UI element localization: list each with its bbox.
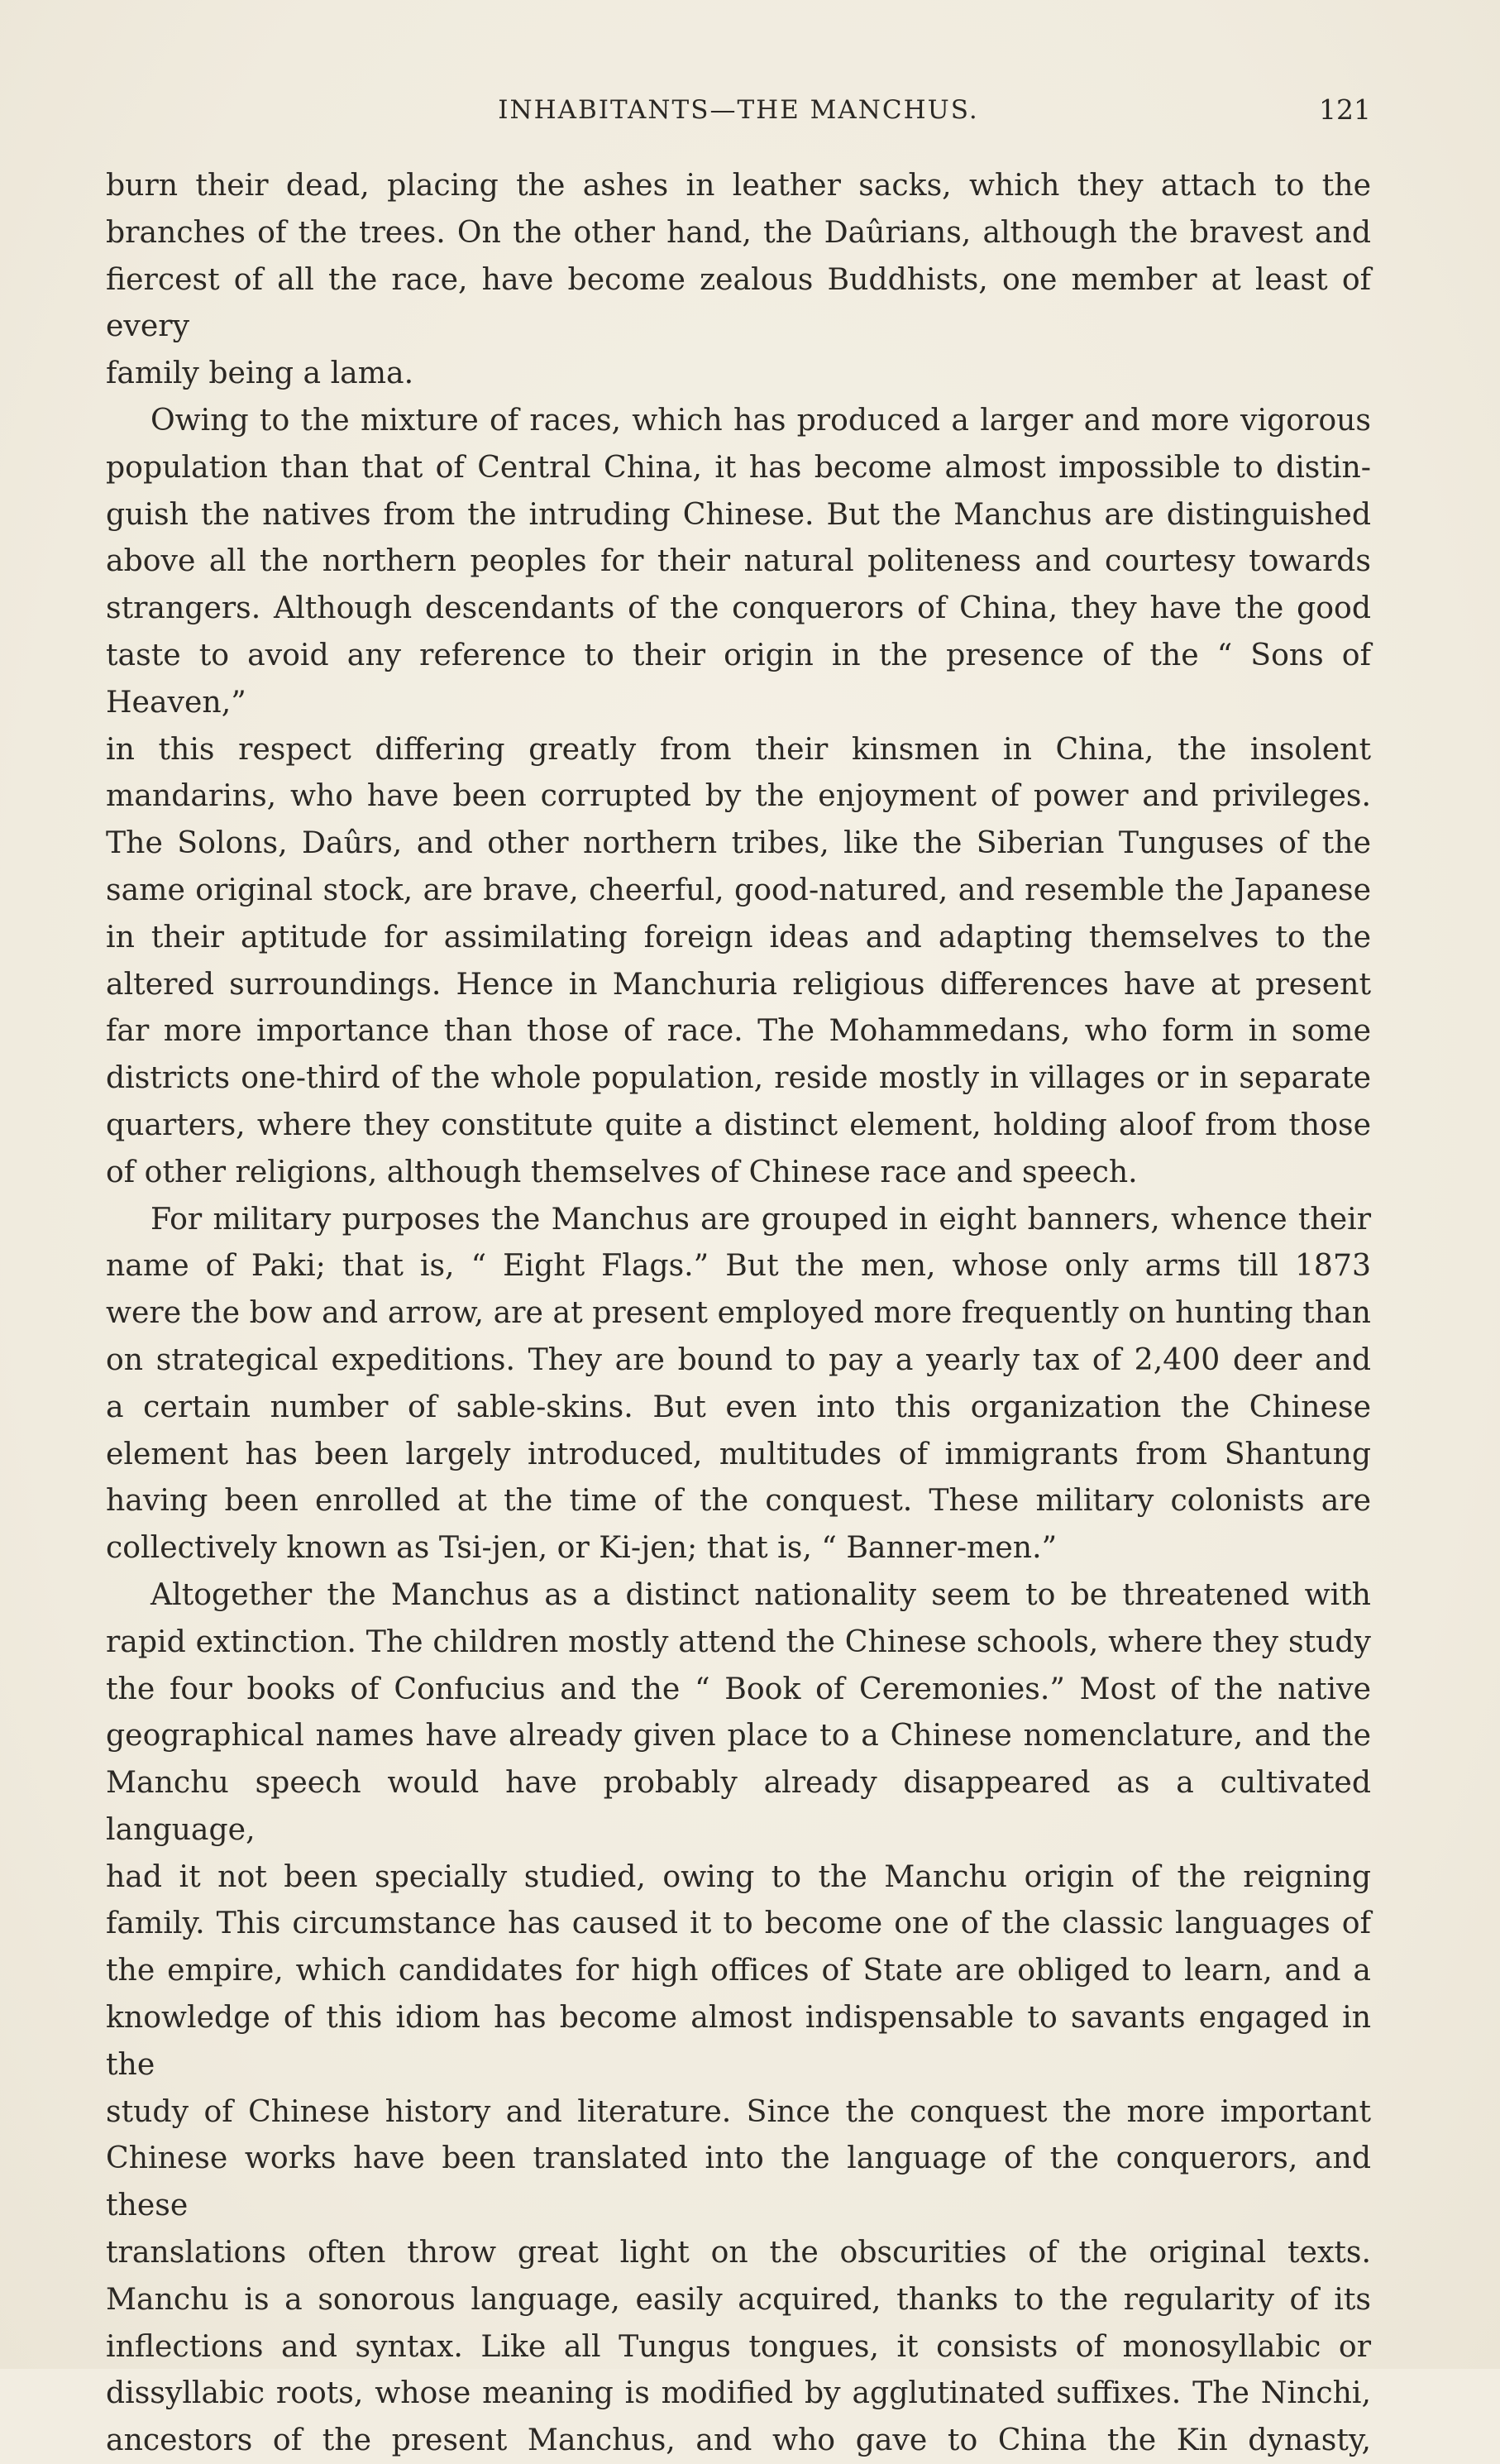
text-line: For military purposes the Manchus are grouped in eight banners, whence their [150, 1200, 1371, 1237]
page-number: 121 [1319, 93, 1371, 126]
text-line: burn their dead, placing the ashes in leather sacks, which they attach to the [106, 167, 1371, 203]
text-line: geographical names have already given place to a Chinese nomenclature, and the [106, 1717, 1371, 1754]
text-line: dissyllabic roots, whose meaning is modified by agglutinated suffixes. The Ninchi, [106, 2375, 1371, 2411]
text-line: taste to avoid any reference to their origin in the presence of the “ Sons of Heaven,” [106, 636, 1371, 720]
body-text [106, 162, 1371, 2464]
text-line: quarters, where they constitute quite a distinct element, holding aloof from those [106, 1106, 1371, 1142]
text-line: family being a lama. [106, 355, 414, 391]
text-line: Altogether the Manchus as a distinct nationality seem to be threatened with [150, 1576, 1371, 1612]
text-line: knowledge of this idiom has become almost indispensable to savants engaged in the [106, 1999, 1371, 2082]
text-line: Chinese works have been translated into the language of the conquerors, and these [106, 2140, 1371, 2223]
text-line: ancestors of the present Manchus, and who gave to China the Kin dynasty, [106, 2422, 1371, 2458]
running-title: INHABITANTS—THE MANCHUS. [498, 95, 979, 125]
text-line: districts one-third of the whole population, reside mostly in villages or in separate [106, 1060, 1371, 1096]
text-line: inflections and syntax. Like all Tungus tongues, it consists of monosyllabic or [106, 2328, 1371, 2364]
text-line: in this respect differing greatly from their kinsmen in China, the insolent [106, 730, 1371, 767]
text-line: above all the northern peoples for their natural politeness and courtesy towards [106, 543, 1371, 579]
text-line: Manchu is a sonorous language, easily acquired, thanks to the regularity of its [106, 2280, 1371, 2317]
text-line: on strategical expeditions. They are bound to pay a yearly tax of 2,400 deer and [106, 1341, 1371, 1377]
running-head [106, 89, 1371, 131]
text-line: were the bow and arrow, are at present employed more frequently on hunting than [106, 1294, 1371, 1331]
paragraph [106, 1572, 1371, 2464]
text-line: in their aptitude for assimilating foreign ideas and adapting themselves to the [106, 918, 1371, 955]
text-line: The Solons, Daûrs, and other northern tribes, like the Siberian Tunguses of the [106, 825, 1371, 861]
text-line: mandarins, who have been corrupted by the enjoyment of power and privileges. [106, 777, 1371, 814]
paragraph [106, 1196, 1371, 1572]
text-line: the four books of Confucius and the “ Book of Ceremonies.” Most of the native [106, 1670, 1371, 1706]
text-line: branches of the trees. On the other hand, the Daûrians, although the bravest and [106, 213, 1371, 250]
text-line: collectively known as Tsi-jen, or Ki-jen; that is, “ Banner-men.” [106, 1529, 1058, 1566]
text-line: a certain number of sable-skins. But even into this organization the Chinese [106, 1388, 1371, 1424]
text-line: rapid extinction. The children mostly attend the Chinese schools, where they study [106, 1623, 1371, 1659]
paragraph [106, 397, 1371, 1196]
text-line: had it not been specially studied, owing to the Manchu origin of the reigning [106, 1858, 1371, 1894]
text-line: altered surroundings. Hence in Manchuria religious differences have at present [106, 965, 1371, 1002]
text-line: far more importance than those of race. The Mohammedans, who form in some [106, 1012, 1371, 1049]
text-line: of other religions, although themselves of Chinese race and speech. [106, 1153, 1138, 1189]
text-line: strangers. Although descendants of the conquerors of China, they have the good [106, 590, 1371, 626]
text-line: Manchu speech would have probably already disappeared as a cultivated language, [106, 1764, 1371, 1847]
text-line: guish the natives from the intruding Chinese. But the Manchus are distinguished [106, 495, 1371, 532]
text-line: name of Paki; that is, “ Eight Flags.” But the men, whose only arms till 1873 [106, 1247, 1371, 1284]
text-line: translations often throw great light on the obscurities of the original texts. [106, 2234, 1371, 2270]
text-line: the empire, which candidates for high offices of State are obliged to learn, and a [106, 1952, 1371, 1988]
text-line: population than that of Central China, it has become almost impossible to distin- [106, 448, 1371, 485]
text-line: having been enrolled at the time of the conquest. These military colonists are [106, 1482, 1371, 1519]
text-line: same original stock, are brave, cheerful, good-natured, and resemble the Japanese [106, 871, 1371, 907]
text-line: Owing to the mixture of races, which has produced a larger and more vigorous [150, 401, 1371, 438]
text-line: study of Chinese history and literature. Since the conquest the more important [106, 2093, 1371, 2129]
text-line: element has been largely introduced, multitudes of immigrants from Shantung [106, 1435, 1371, 1471]
paragraph [106, 162, 1371, 397]
text-line: family. This circumstance has caused it to become one of the classic languages of [106, 1905, 1371, 1941]
text-line: fiercest of all the race, have become zealous Buddhists, one member at least of every [106, 261, 1371, 344]
